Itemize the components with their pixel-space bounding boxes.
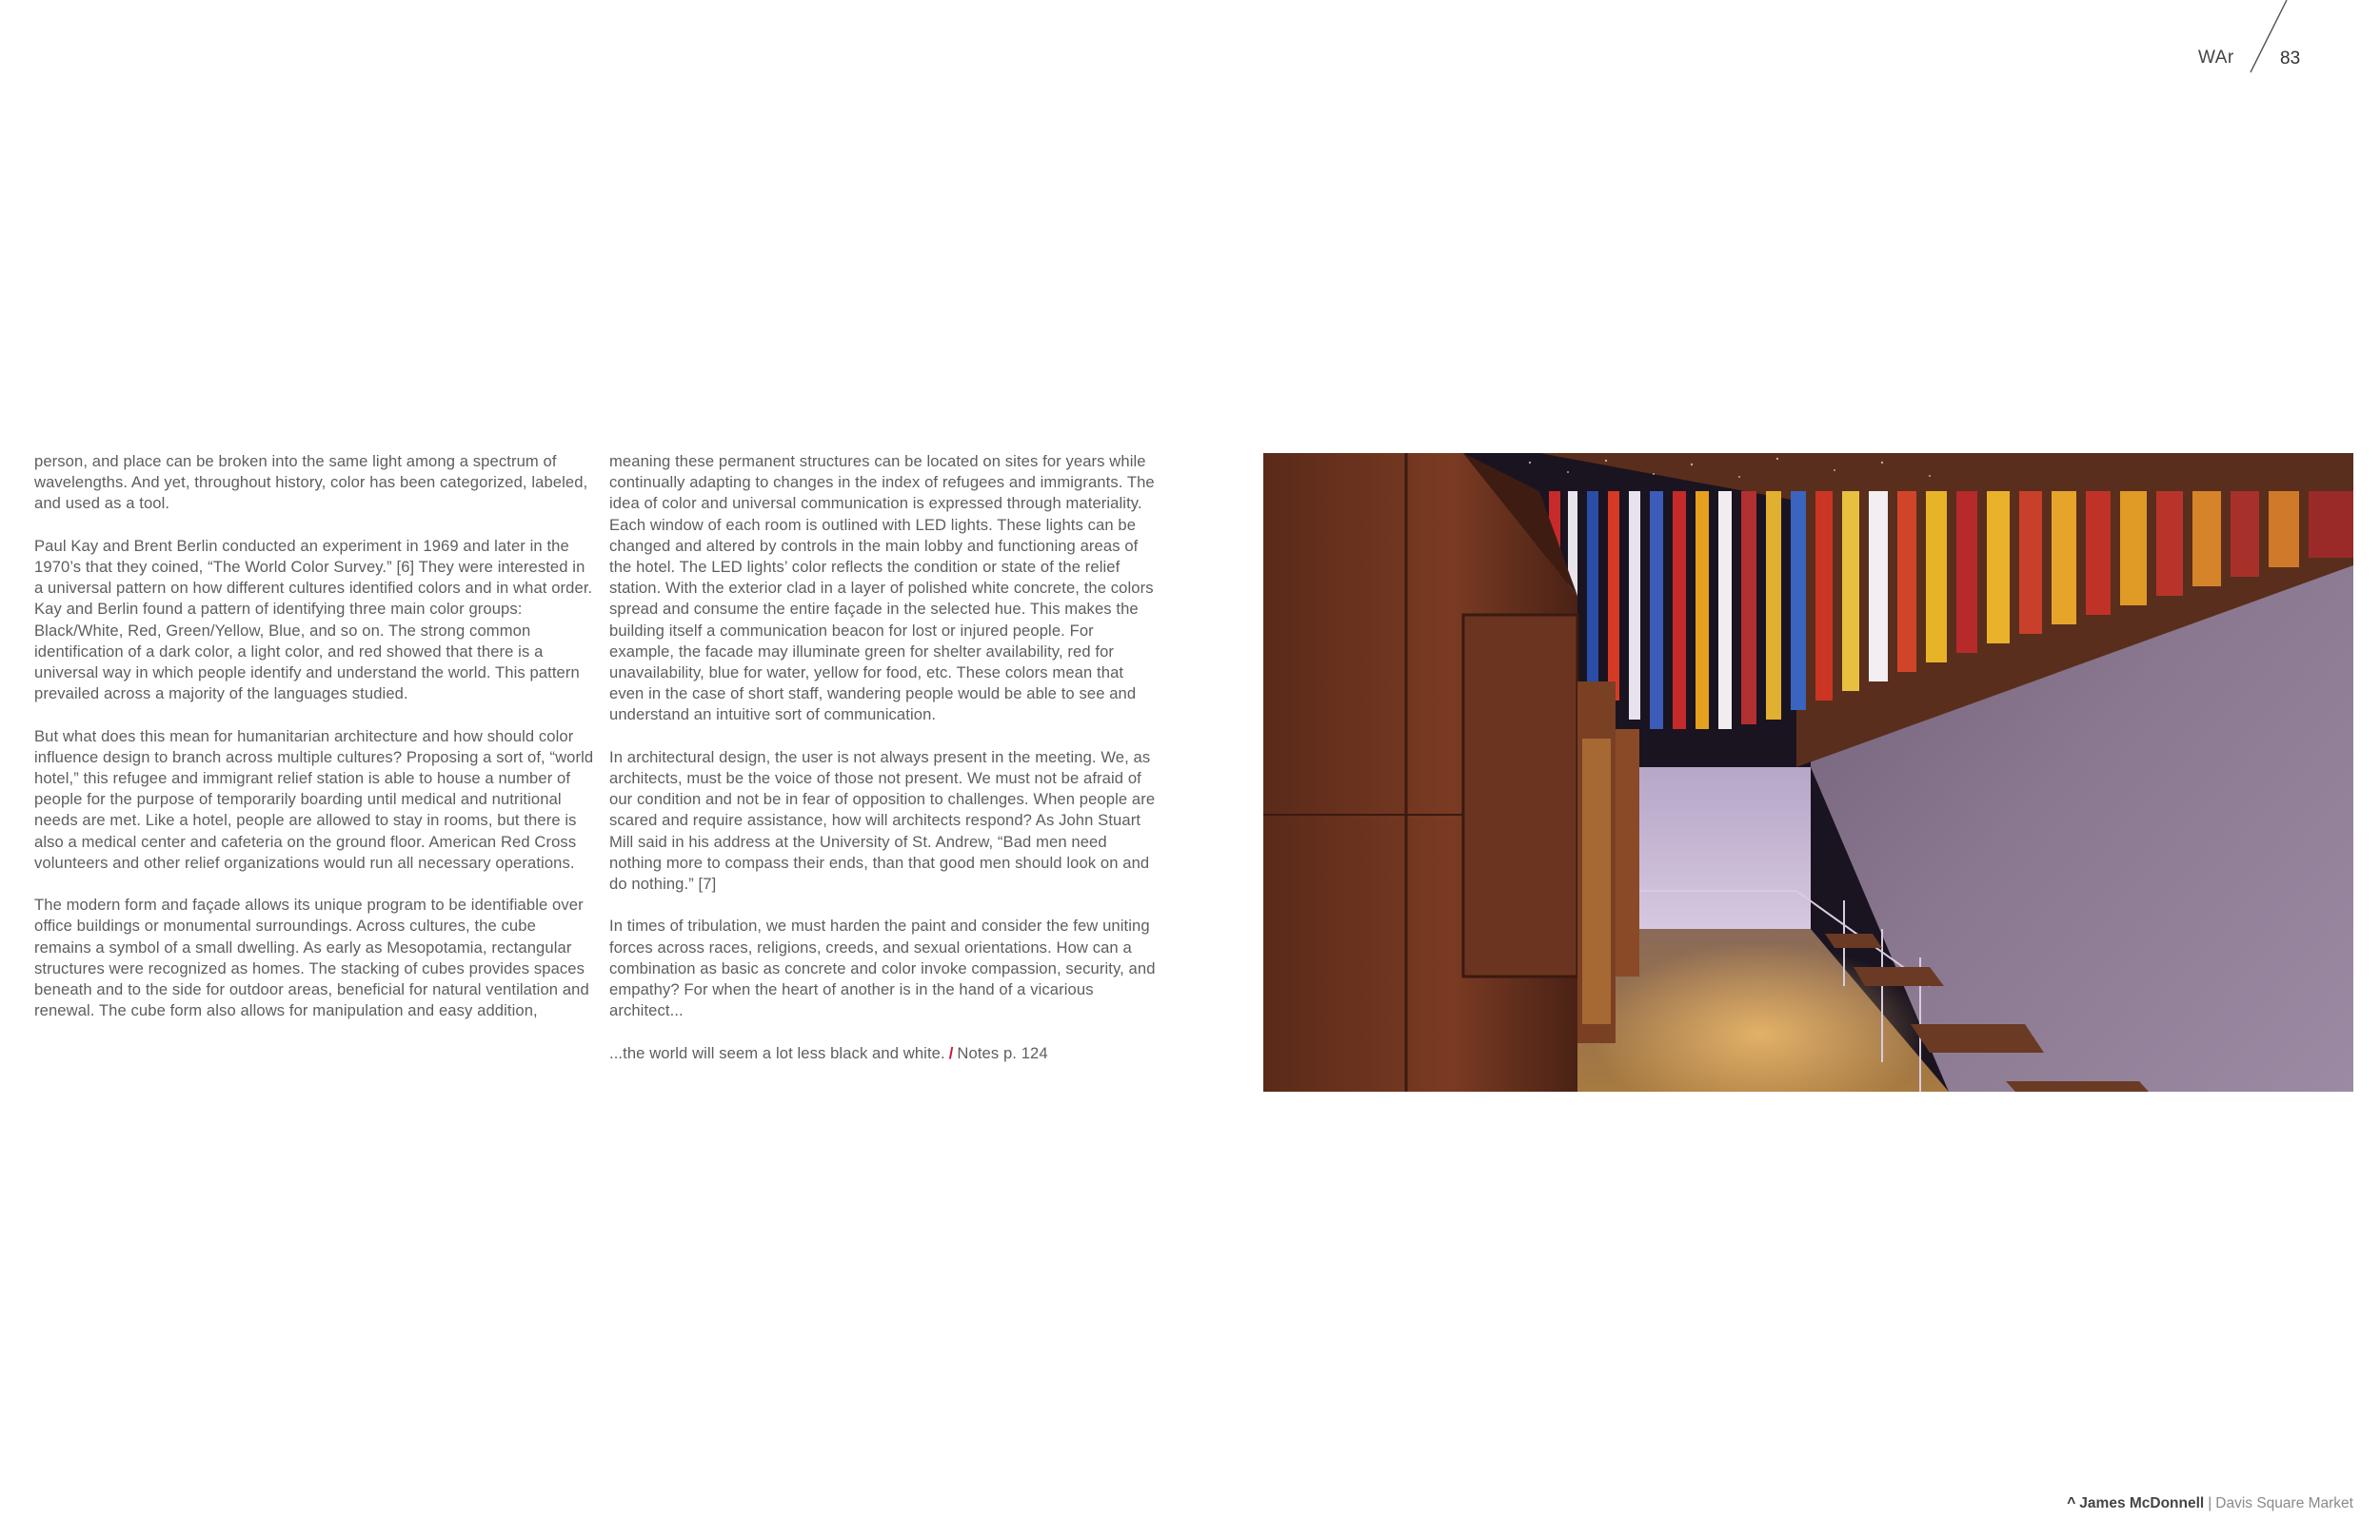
page-header (2132, 0, 2380, 86)
interior-rendering-svg (1263, 453, 2353, 1092)
caption-project: Davis Square Market (2215, 1495, 2353, 1511)
right-text-column (609, 451, 1161, 1085)
paragraph: The modern form and façade allows its unique program to be identifiable over office buildings or monumental surroundings. Across cultures, the cube remains a symbol of a small dwelling. As early as Mesopotamia, rectangular structures were recognized as homes. The stacking of cubes provides spaces beneath and to the side for outdoor areas, beneficial for natural ventilation and renewal. The cube form also allows for manipulation and easy addition, (34, 896, 589, 1020)
closing-slash-mark: / (948, 1043, 954, 1062)
closing-line (609, 1043, 1161, 1064)
interior-rendering-image (1263, 453, 2353, 1092)
publication-title: WAr (2198, 48, 2234, 68)
left-text-column (34, 451, 596, 1043)
paragraph: In architectural design, the user is not always present in the meeting. We, as architects, must be the voice of those not present. We must not be afraid of our condition and not be in fear of opposition to challenges. When people are scared and require assistance, how will architects respond? As John Stuart Mill said in his address at the University of St. Andrew, “Bad men need nothing more to compass their ends, than that good men should look on and do nothing.” [7] (609, 747, 1156, 894)
closing-text: ...the world will seem a lot less black and white. (609, 1043, 945, 1062)
caret-up-icon: ^ (2067, 1495, 2076, 1511)
caption-author: James McDonnell (2079, 1495, 2205, 1511)
paragraph: meaning these permanent structures can be located on sites for years while continually adapting to changes in the index of refugees and immigrants. The idea of color and universal communication is expressed through materiality. Each window of each room is outlined with LED lights. These lights can be changed and altered by controls in the main lobby and functioning areas of the hotel. The LED lights’ color reflects the condition or state of the relief station. With the exterior clad in a layer of polished white concrete, the colors spread and consume the entire façade in the selected hue. This makes the building itself a communication beacon for lost or injured people. For example, the facade may illuminate green for shelter availability, red for unavailability, blue for water, yellow for food, etc. These colors mean that even in the case of short staff, wandering people would be able to see and understand an intuitive sort of communication. (609, 452, 1155, 724)
paragraph: Paul Kay and Brent Berlin conducted an experiment in 1969 and later in the 1970’s that they coined, “The World Color Survey.” [6] They were interested in a universal pattern on how different cultures identified colors and in what order. Kay and Berlin found a pattern of identifying three main color groups: Black/White, Red, Green/Yellow, Blue, and so on. The strong common identification of a dark color, a light color, and red showed that there is a universal way in which people identify and understand the world. This pattern prevailed across a majority of the languages studied. (34, 536, 593, 703)
paragraph: But what does this mean for humanitarian architecture and how should color influence design to branch across multiple cultures? Proposing a sort of, “world hotel,” this refugee and immigrant relief station is able to house a number of people for the purpose of temporarily boarding until medical and nutritional needs are met. Like a hotel, people are allowed to stay in rooms, but there is also a medical center and cafeteria on the ground floor. American Red Cross volunteers and other relief organizations would run all necessary operations. (34, 726, 594, 872)
paragraph: In times of tribulation, we must harden the paint and consider the few uniting forces across races, religions, creeds, and sexual orientations. How can a combination as basic as concrete and color invoke compassion, security, and empathy? For when the heart of another is in the hand of a vicarious architect... (609, 917, 1156, 1020)
notes-reference: Notes p. 124 (957, 1043, 1048, 1062)
image-caption (2067, 1495, 2353, 1512)
paragraph: person, and place can be broken into the same light among a spectrum of wavelengths. And yet, throughout history, color has been categorized, labeled, and used as a tool. (34, 452, 588, 513)
page-number: 83 (2280, 49, 2301, 69)
caption-separator: | (2208, 1495, 2212, 1511)
